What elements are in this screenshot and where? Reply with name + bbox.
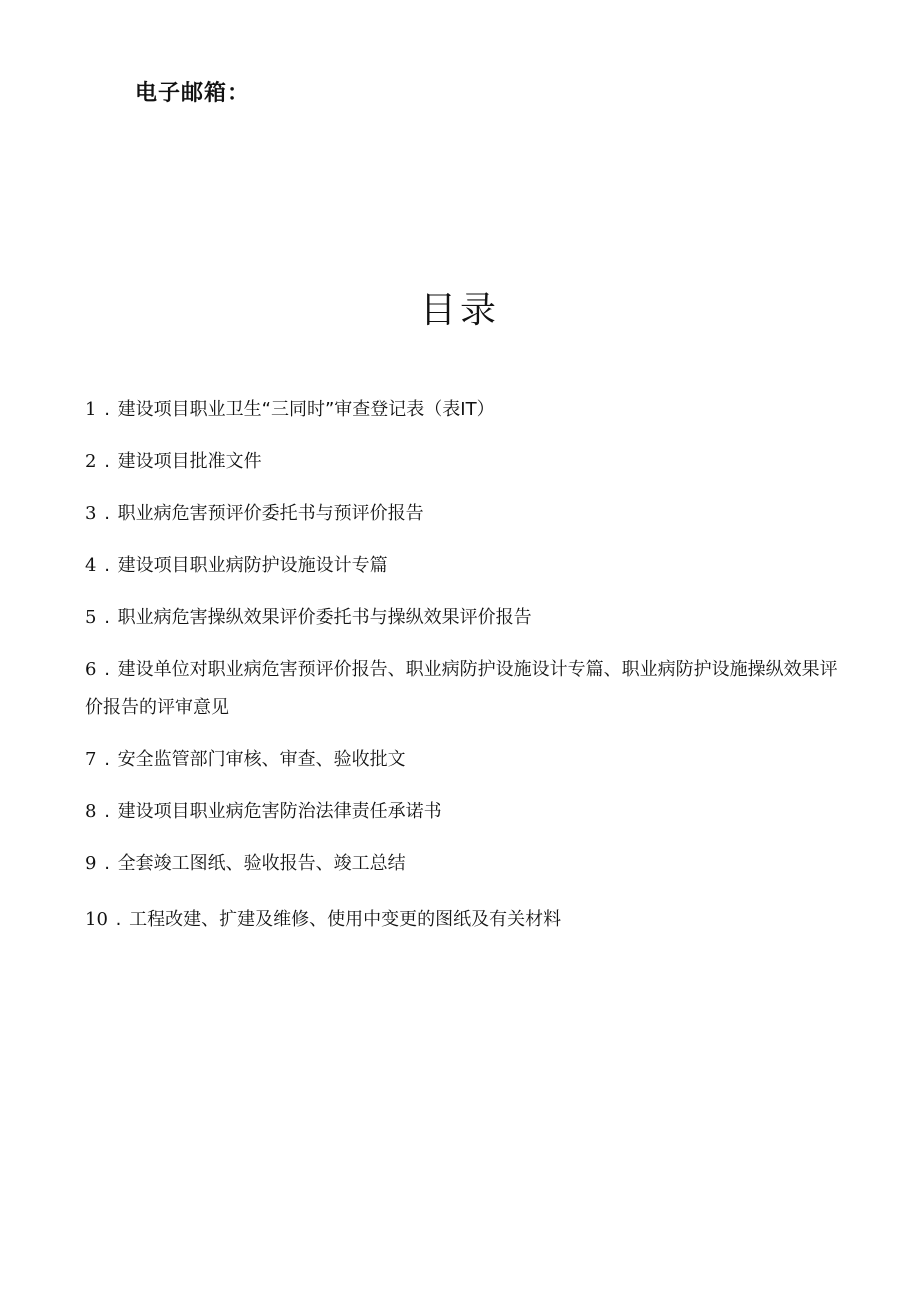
toc-item-text: 建设单位对职业病危害预评价报告、职业病防护设施设计专篇、职业病防护设施操纵效果评价报告的评审意见 [85,659,838,718]
toc-item-number: 3 [85,503,97,524]
toc-item [85,495,845,533]
toc-item-separator: . [104,749,110,770]
toc-item-number: 1 [85,399,97,420]
toc-item [85,547,845,585]
toc-item-number: 7 [85,749,97,770]
toc-item-number: 5 [85,607,97,628]
toc-item [85,391,845,429]
toc-item [85,741,845,779]
toc-item [85,651,845,727]
toc-item-text: 职业病危害预评价委托书与预评价报告 [117,503,424,524]
email-label: 电子邮箱： [135,81,251,106]
toc-item-text: 建设项目职业卫生“三同时”审查登记表（表IT） [117,399,495,420]
toc-item-separator: . [115,909,122,930]
toc-item-text: 安全监管部门审核、审查、验收批文 [117,749,406,770]
toc-item-text: 全套竣工图纸、验收报告、竣工总结 [117,853,406,874]
toc-item-text: 建设项目职业病危害防治法律责任承诺书 [117,801,442,822]
toc-item-separator: . [104,607,110,628]
toc-item-number: 10 [85,909,108,930]
toc-item-separator: . [104,399,110,420]
toc-item-text: 建设项目职业病防护设施设计专篇 [117,555,388,576]
toc-item-text: 职业病危害操纵效果评价委托书与操纵效果评价报告 [117,607,532,628]
toc-item-number: 6 [85,659,97,680]
toc-item-separator: . [104,801,110,822]
toc-item-separator: . [104,659,110,680]
toc-item-number: 4 [85,555,97,576]
toc-item-separator: . [104,451,110,472]
toc-item [85,901,845,939]
toc-item [85,845,845,883]
toc-item-number: 2 [85,451,97,472]
toc-item [85,599,845,637]
toc-item-text: 建设项目批准文件 [117,451,262,472]
toc-item-separator: . [104,503,110,524]
toc-item-number: 8 [85,801,97,822]
toc-item-text: 工程改建、扩建及维修、使用中变更的图纸及有关材料 [129,909,562,930]
toc-item [85,793,845,831]
toc-title: 目录 [419,290,500,331]
toc-item-number: 9 [85,853,97,874]
toc-item-separator: . [104,555,110,576]
toc-item [85,443,845,481]
toc-item-separator: . [104,853,110,874]
